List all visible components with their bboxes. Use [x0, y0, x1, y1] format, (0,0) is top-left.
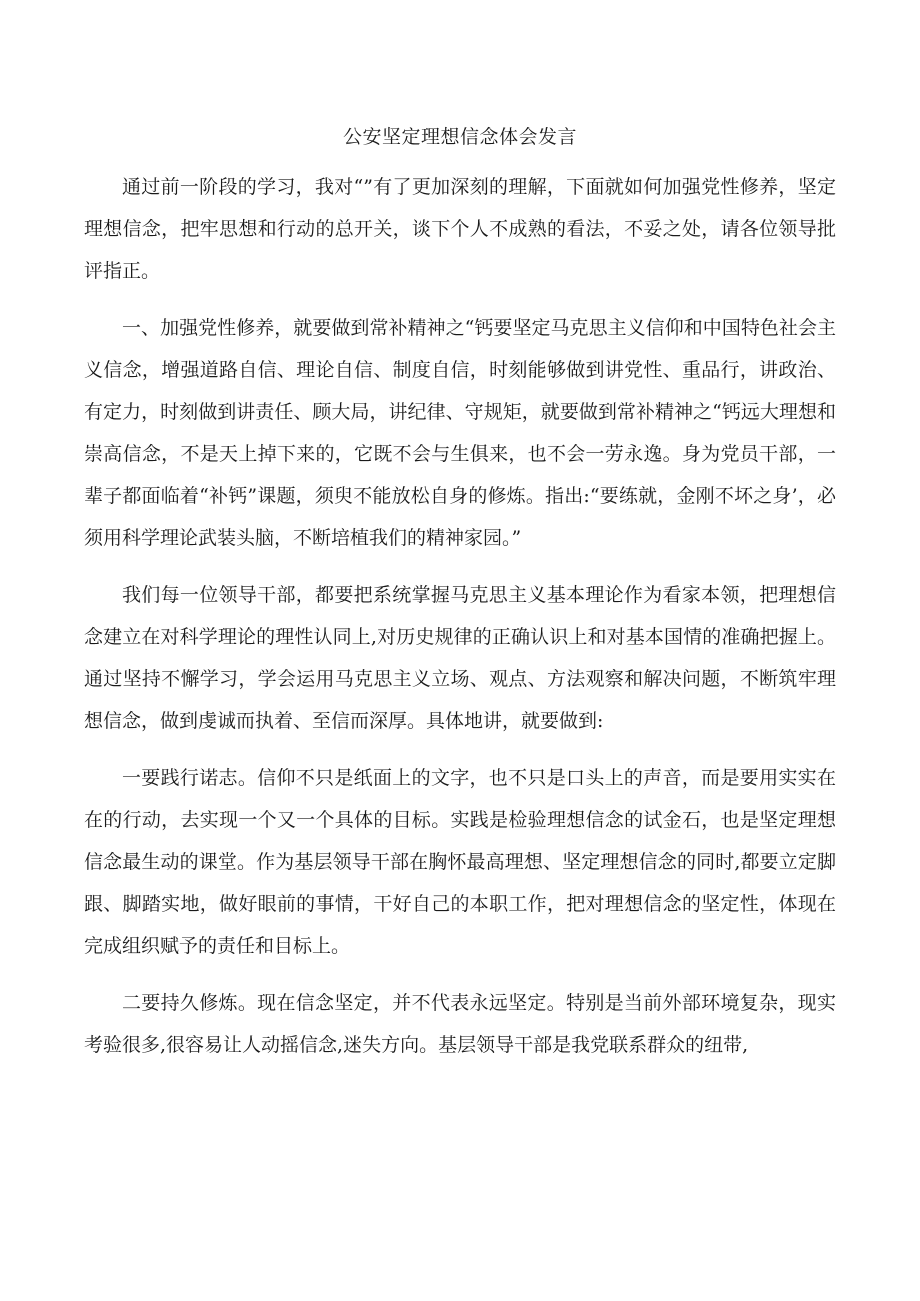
paragraph-practice-commitment: 一要践行诺志。信仰不只是纸面上的文字，也不只是口头上的声音，而是要用实实在在的行动，去实现一个又一个具体的目标。实践是检验理想信念的试金石，也是坚定理想信念最生动的课堂。作为基层领导干部在胸怀最高理想、坚定理想信念的同时,都要立定脚跟、脚踏实地，做好眼前的事情，干好自己的本职工作，把对理想信念的坚定性，体现在完成组织赋予的责任和目标上。	[84, 767, 836, 957]
paragraph-party-spirit: 一、加强党性修养，就要做到常补精神之“钙要坚定马克思主义信仰和中国特色社会主义信念，增强道路自信、理论自信、制度自信，时刻能够做到讲党性、重品行，讲政治、有定力，时刻做到讲责任、顾大局，讲纪律、守规矩，就要做到常补精神之“钙远大理想和崇高信念，不是天上掉下来的，它既不会与生俱来，也不会一劳永逸。身为党员干部，一辈子都面临着“补钙”课题，须臾不能放松自身的修炼。指出:“要练就，金刚不坏之身’，必须用科学理论武装头脑，不断培植我们的精神家园。”	[84, 317, 836, 549]
document-title: 公安坚定理想信念体会发言	[342, 126, 577, 148]
paragraph-intro: 通过前一阶段的学习，我对“”有了更加深刻的理解，下面就如何加强党性修养，坚定理想信念，把牢思想和行动的总开关，谈下个人不成熟的看法，不妥之处，请各位领导批评指正。	[84, 176, 836, 282]
document-body	[84, 124, 836, 1081]
paragraph-marxist-theory: 我们每一位领导干部，都要把系统掌握马克思主义基本理论作为看家本领，把理想信念建立在对科学理论的理性认同上,对历史规律的正确认识上和对基本国情的准确把握上。通过坚持不懈学习，学会运用马克思主义立场、观点、方法观察和解决问题，不断筑牢理想信念，做到虔诚而执着、至信而深厚。具体地讲，就要做到:	[84, 584, 836, 732]
paragraph-lasting-cultivation: 二要持久修炼。现在信念坚定，并不代表永远坚定。特别是当前外部环境复杂，现实考验很多,很容易让人动摇信念,迷失方向。基层领导干部是我党联系群众的纽带,	[84, 992, 836, 1056]
